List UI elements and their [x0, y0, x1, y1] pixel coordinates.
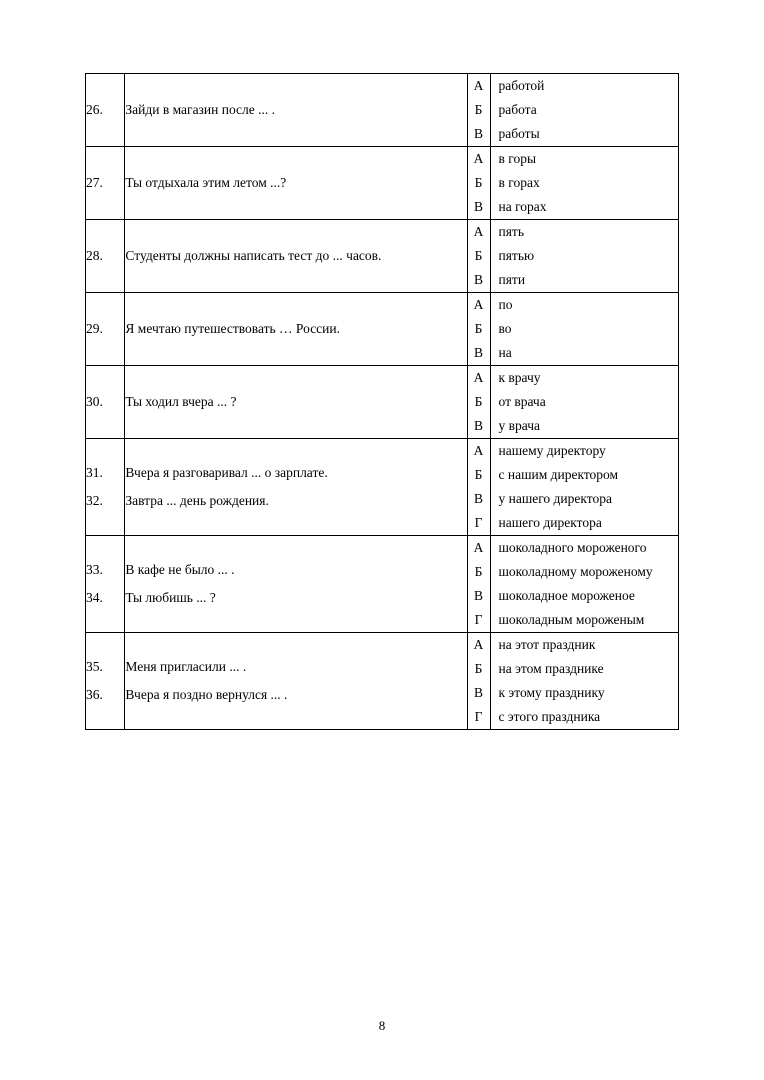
answer-option[interactable]	[468, 74, 679, 98]
answer-option-text: шоколадным мороженым	[498, 612, 645, 627]
question-number: 35.	[86, 659, 103, 674]
answer-option-text: нашему директору	[498, 443, 606, 458]
question-text-cell	[125, 536, 467, 633]
answer-option[interactable]	[468, 268, 679, 292]
question-text: Ты ходил вчера ... ?	[125, 394, 237, 409]
answer-option-letter: В	[468, 584, 491, 608]
question-number-cell	[86, 147, 125, 220]
answer-option[interactable]	[468, 341, 679, 365]
answer-option-letter: А	[468, 293, 491, 317]
answer-option-letter: В	[468, 268, 491, 292]
answer-option-text: в горах	[498, 175, 540, 190]
answer-option-letter: Б	[468, 463, 491, 487]
question-text: Вчера я разговаривал ... о зарплате.	[125, 465, 328, 480]
question-number: 32.	[86, 493, 103, 508]
answer-option-text: на горах	[498, 199, 547, 214]
answer-option-text: на этом празднике	[498, 661, 604, 676]
answer-option[interactable]	[468, 147, 679, 171]
answer-option-letter: Г	[468, 705, 491, 729]
answer-option-text: пять	[498, 224, 524, 239]
question-text-cell	[125, 633, 467, 730]
answer-option-text: на	[498, 345, 512, 360]
question-number-cell	[86, 633, 125, 730]
answer-options-cell	[467, 439, 679, 536]
question-number-cell	[86, 366, 125, 439]
answer-option-text: нашего директора	[498, 515, 602, 530]
answer-option-letter: А	[468, 366, 491, 390]
question-text: Зайди в магазин после ... .	[125, 102, 275, 117]
answer-option-letter: Б	[468, 317, 491, 341]
answer-option-text: по	[498, 297, 513, 312]
answer-option-letter: Б	[468, 244, 491, 268]
answer-option[interactable]	[468, 414, 679, 438]
answer-option-letter: Б	[468, 657, 491, 681]
answer-option-letter: Г	[468, 608, 491, 632]
answer-option[interactable]	[468, 98, 679, 122]
table-row	[86, 536, 679, 633]
question-number: 33.	[86, 562, 103, 577]
answer-option-text: шоколадное мороженое	[498, 588, 635, 603]
answer-option-letter: В	[468, 122, 491, 146]
question-number-cell	[86, 220, 125, 293]
answer-option[interactable]	[468, 122, 679, 146]
question-number: 30.	[86, 394, 103, 409]
answer-option[interactable]	[468, 657, 679, 681]
answer-option-text: работа	[498, 102, 537, 117]
answer-option[interactable]	[468, 681, 679, 705]
answer-option-letter: А	[468, 220, 491, 244]
answer-option[interactable]	[468, 705, 679, 729]
answer-option[interactable]	[468, 366, 679, 390]
question-text: Ты любишь ... ?	[125, 590, 216, 605]
question-number-cell	[86, 536, 125, 633]
answer-option[interactable]	[468, 487, 679, 511]
answer-option[interactable]	[468, 195, 679, 219]
question-number: 34.	[86, 590, 103, 605]
answer-option-letter: В	[468, 681, 491, 705]
answer-option-letter: А	[468, 439, 491, 463]
answer-option[interactable]	[468, 560, 679, 584]
answer-options-cell	[467, 366, 679, 439]
question-text-cell	[125, 74, 467, 147]
answer-options-cell	[467, 633, 679, 730]
page-number: 8	[378, 1018, 386, 1033]
answer-option-letter: Б	[468, 560, 491, 584]
answer-option[interactable]	[468, 608, 679, 632]
table-row	[86, 293, 679, 366]
answer-option-letter: Б	[468, 171, 491, 195]
question-text: Меня пригласили ... .	[125, 659, 247, 674]
answer-option-letter: В	[468, 195, 491, 219]
answer-option-text: на этот праздник	[498, 637, 596, 652]
question-number: 26.	[86, 102, 103, 117]
table-row	[86, 220, 679, 293]
question-text-cell	[125, 220, 467, 293]
table-row	[86, 366, 679, 439]
answer-option[interactable]	[468, 584, 679, 608]
answer-option[interactable]	[468, 633, 679, 657]
answer-option-text: с этого праздника	[498, 709, 601, 724]
answer-option-text: пятью	[498, 248, 535, 263]
answer-option-letter: В	[468, 341, 491, 365]
answer-option-letter: А	[468, 536, 491, 560]
table-body	[86, 74, 679, 730]
answer-option-text: у врача	[498, 418, 540, 433]
answer-option-letter: Г	[468, 511, 491, 535]
question-text: Я мечтаю путешествовать … России.	[125, 321, 340, 336]
question-text: Завтра ... день рождения.	[125, 493, 269, 508]
question-number-cell	[86, 74, 125, 147]
answer-option[interactable]	[468, 244, 679, 268]
table-row	[86, 74, 679, 147]
answer-option-text: во	[498, 321, 512, 336]
question-number: 27.	[86, 175, 103, 190]
answer-option-text: шоколадному мороженому	[498, 564, 653, 579]
answer-option-text: у нашего директора	[498, 491, 612, 506]
question-text: Студенты должны написать тест до ... часов.	[125, 248, 382, 263]
answer-options-cell	[467, 220, 679, 293]
answer-option[interactable]	[468, 463, 679, 487]
answer-option[interactable]	[468, 220, 679, 244]
answer-options-cell	[467, 74, 679, 147]
answer-option[interactable]	[468, 317, 679, 341]
answer-options-cell	[467, 536, 679, 633]
answer-options-cell	[467, 293, 679, 366]
question-number: 29.	[86, 321, 103, 336]
answer-option[interactable]	[468, 171, 679, 195]
answer-option-letter: А	[468, 74, 491, 98]
question-text-cell	[125, 147, 467, 220]
answer-option-text: в горы	[498, 151, 537, 166]
table-row	[86, 147, 679, 220]
answer-option-text: с нашим директором	[498, 467, 619, 482]
question-number: 31.	[86, 465, 103, 480]
question-number: 28.	[86, 248, 103, 263]
answer-option-letter: А	[468, 633, 491, 657]
answer-option-text: от врача	[498, 394, 546, 409]
answer-option-letter: Б	[468, 390, 491, 414]
table-row	[86, 633, 679, 730]
test-questions-table	[85, 73, 679, 730]
answer-option-letter: В	[468, 414, 491, 438]
answer-option-letter: А	[468, 147, 491, 171]
answer-option-letter: В	[468, 487, 491, 511]
answer-option-text: работы	[498, 126, 540, 141]
question-number: 36.	[86, 687, 103, 702]
question-text-cell	[125, 293, 467, 366]
table-row	[86, 439, 679, 536]
answer-option[interactable]	[468, 511, 679, 535]
answer-option-letter: Б	[468, 98, 491, 122]
answer-options-cell	[467, 147, 679, 220]
answer-option-text: к врачу	[498, 370, 541, 385]
answer-option-text: пяти	[498, 272, 526, 287]
answer-option[interactable]	[468, 536, 679, 560]
answer-option-text: работой	[498, 78, 545, 93]
question-text: Ты отдыхала этим летом ...?	[125, 175, 287, 190]
answer-option[interactable]	[468, 293, 679, 317]
answer-option[interactable]	[468, 439, 679, 463]
answer-option-text: к этому празднику	[498, 685, 605, 700]
question-text: В кафе не было ... .	[125, 562, 235, 577]
answer-option-text: шоколадного мороженого	[498, 540, 647, 555]
question-number-cell	[86, 293, 125, 366]
question-text-cell	[125, 366, 467, 439]
question-text-cell	[125, 439, 467, 536]
question-text: Вчера я поздно вернулся ... .	[125, 687, 288, 702]
answer-option[interactable]	[468, 390, 679, 414]
question-number-cell	[86, 439, 125, 536]
